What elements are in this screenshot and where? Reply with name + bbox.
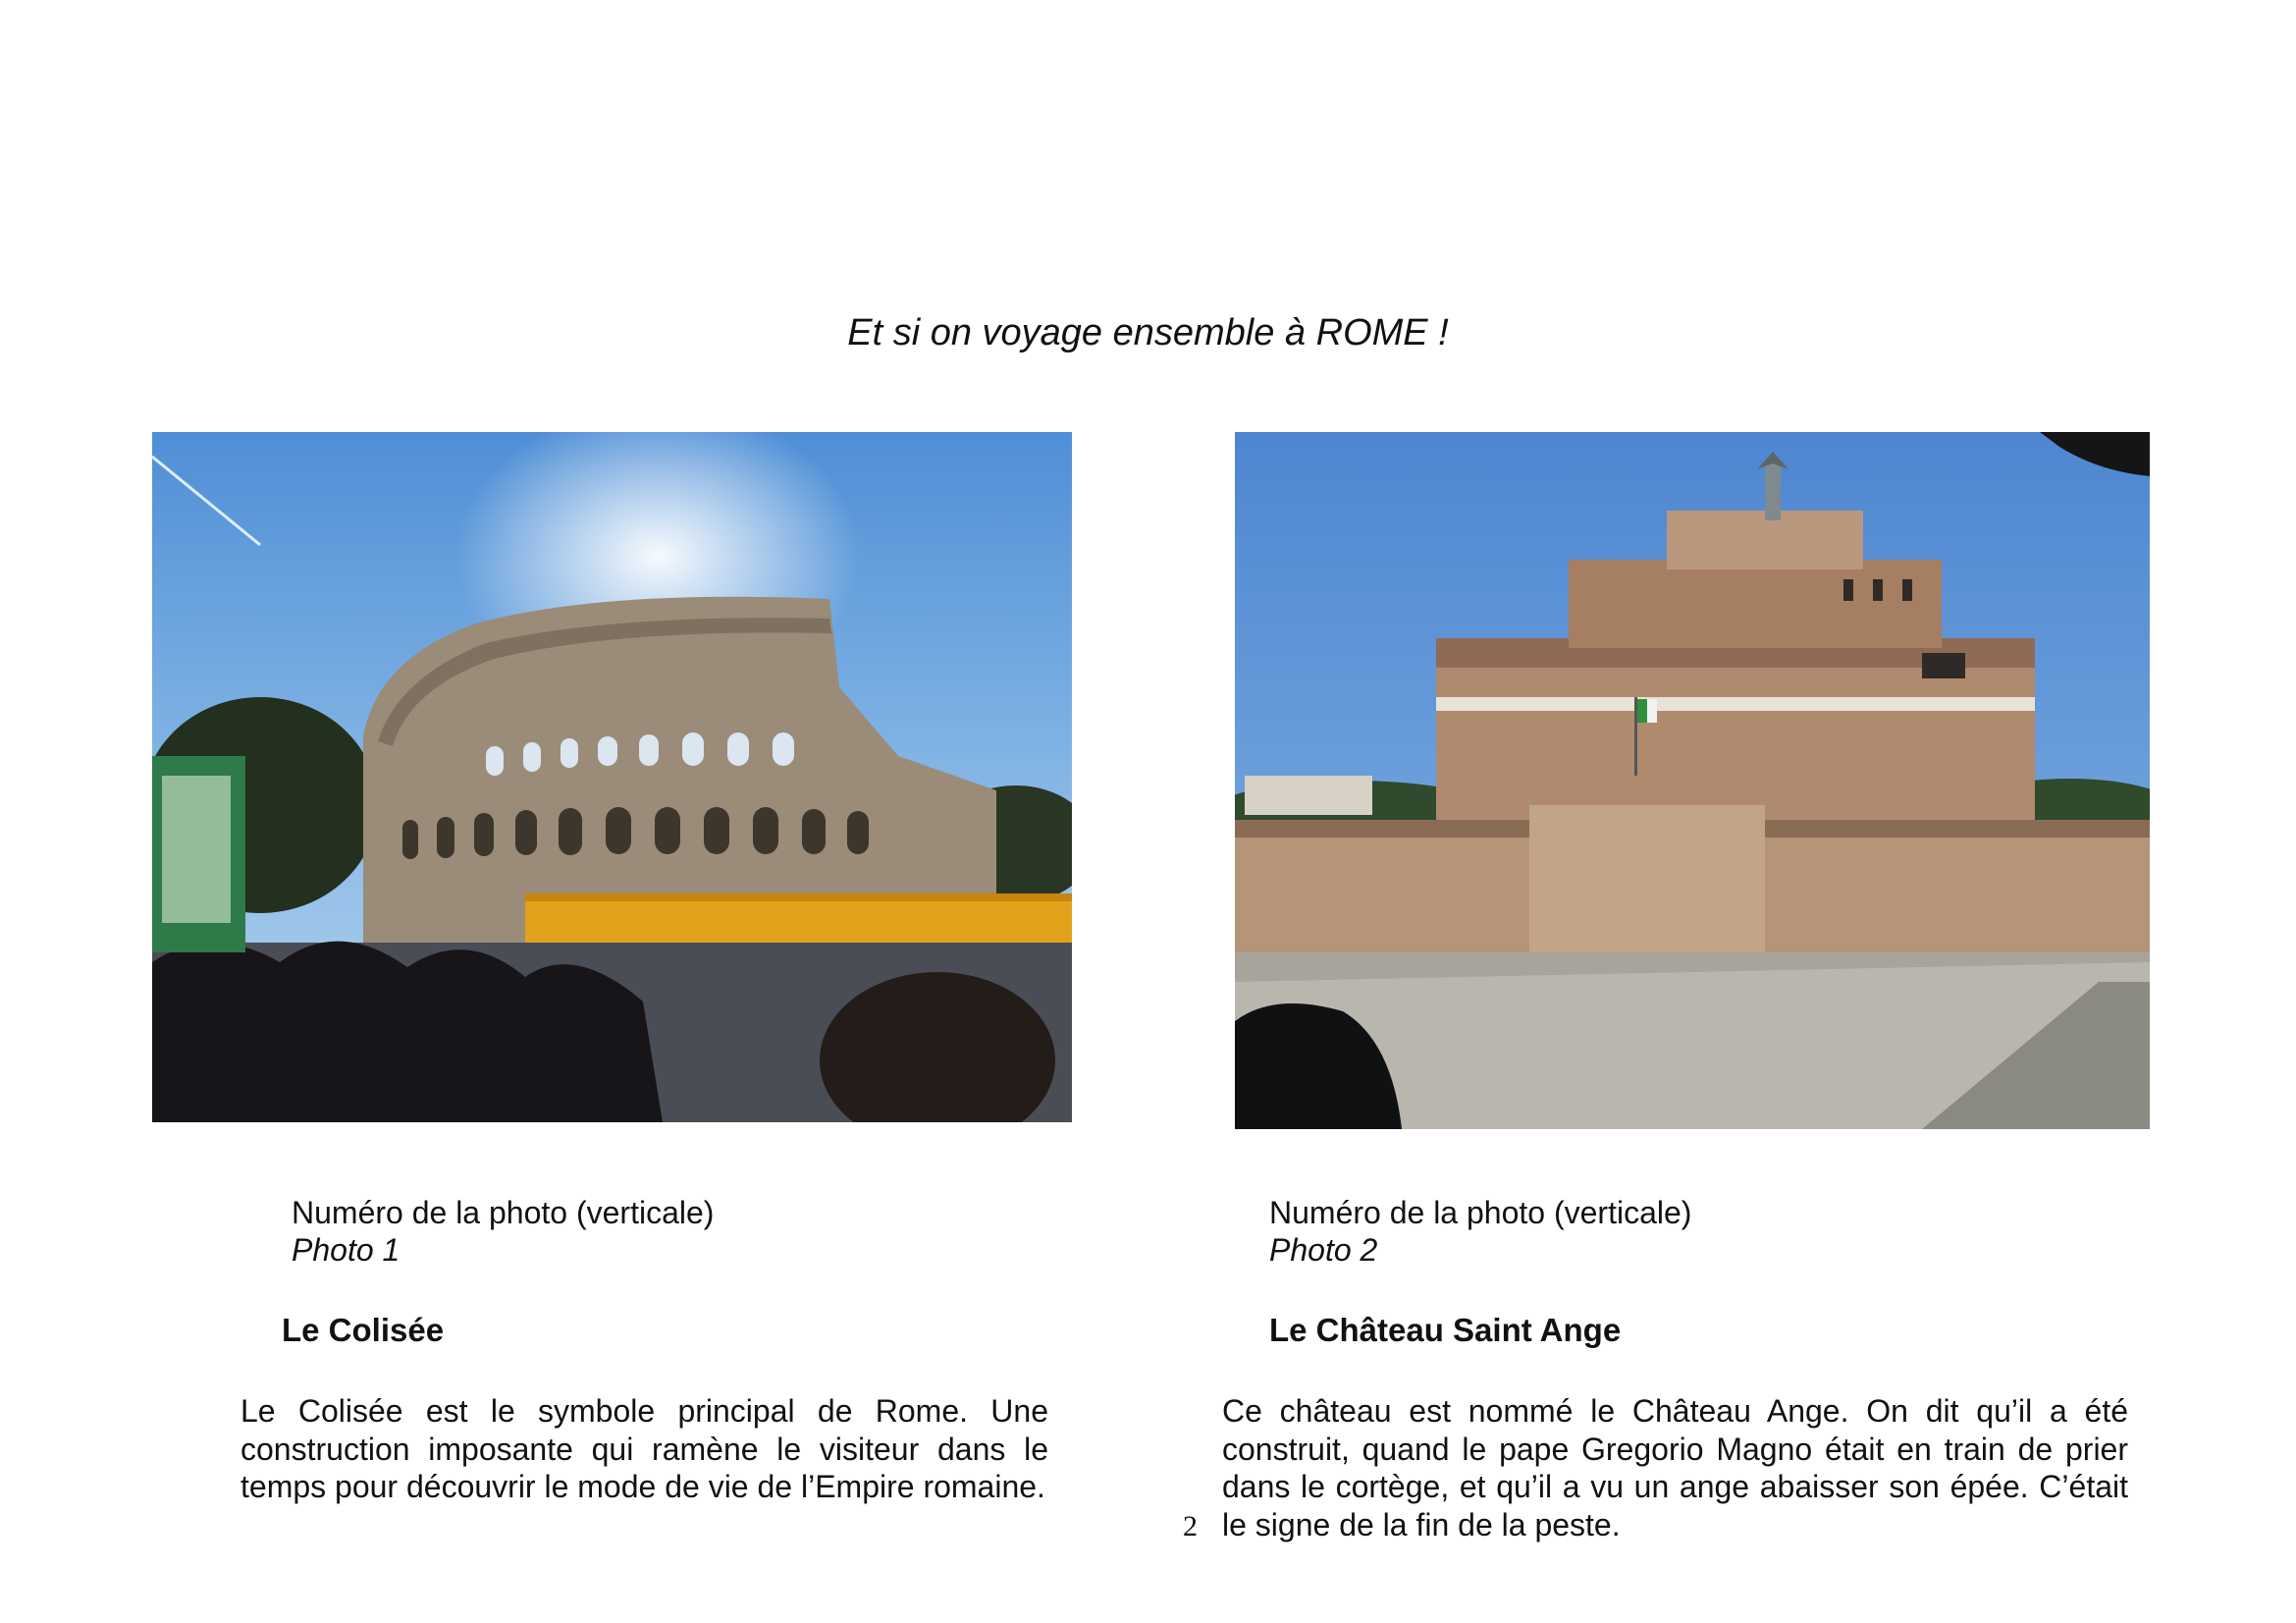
colosseum-photo [152,432,1072,1122]
photo-number-1 [292,1231,400,1269]
heading-colosseum: Le Colisée [282,1312,445,1348]
heading-castle: Le Château Saint Ange [1269,1312,1622,1348]
photo-number-label-1: Numéro de la photo (verticale) [292,1195,715,1230]
paragraph-castle: Ce château est nommé le Château Ange. On dit qu’il a été construit, quand le pape Gregorio Magno était en train de prier dans le cortège, et qu’il a vu un ange abaisser son épée. C’était le signe de la fin de la peste. [1222,1393,2128,1542]
paragraph-colosseum: Le Colisée est le symbole principal de Rome. Une construction imposante qui ramène le visiteur dans le temps pour découvrir le mode de vie de l’Empire romaine. [240,1393,1048,1504]
photo-number-2 [1269,1231,1377,1269]
photo-number-text-2: Photo 2 [1269,1232,1378,1268]
page-title: Et si on voyage ensemble à ROME ! [847,312,1449,353]
castle-photo [1235,432,2150,1129]
photo-number-label-2: Numéro de la photo (verticale) [1269,1195,1692,1230]
page-number: 2 [1183,1510,1198,1542]
photo-number-text-1: Photo 1 [292,1232,400,1268]
